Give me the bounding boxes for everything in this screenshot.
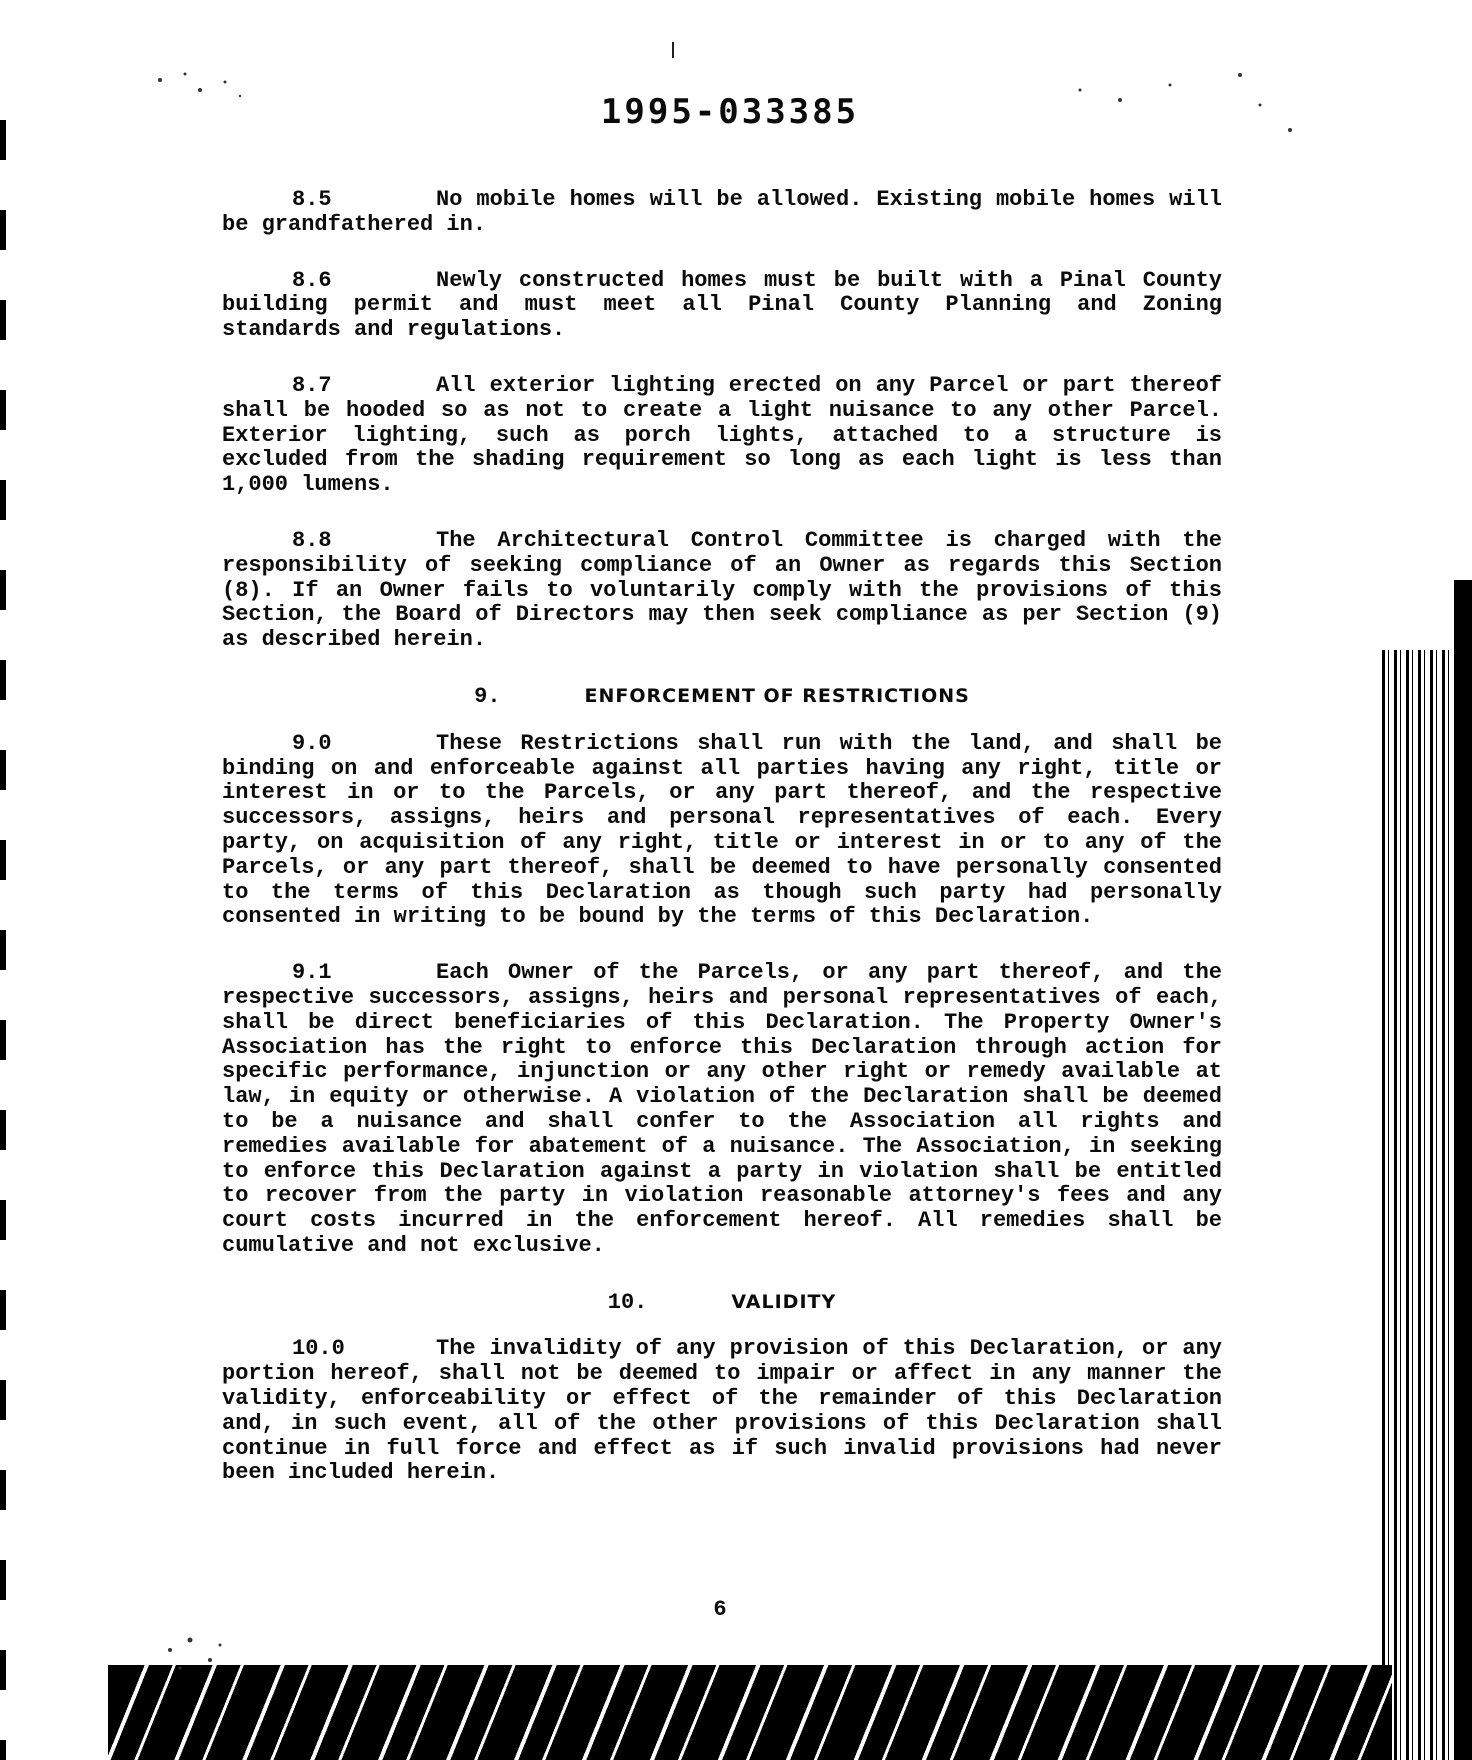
scan-streak-artifact	[1454, 580, 1472, 1760]
paragraph-8-7	[222, 374, 1222, 498]
paragraph-number: 8.7	[292, 372, 332, 398]
section-number: 9.	[474, 683, 501, 709]
paragraph-text: All exterior lighting erected on any Parcel or part thereof shall be hooded so as not to create a light nuisance to any other Parcel. Exterior lighting, such as porch lights, attached to a structure is excluded from the shading requirement so long as each light is less than 1,000 lumens.	[222, 372, 1222, 498]
paragraph-text: These Restrictions shall run with the land, and shall be binding on and enforceable against all parties having any right, title or interest in or to the Parcels, or any part thereof, and the respective successors, assigns, heirs and personal representatives of each. Every party, on acquisition of any right, title or interest in or to any of the Parcels, or any part thereof, shall be deemed to have personally consented to the terms of this Declaration as though such party had personally consented in writing to be bound by the terms of this Declaration.	[222, 730, 1222, 930]
paragraph-9-1	[222, 961, 1222, 1259]
scan-noise	[140, 1620, 250, 1680]
recording-number: 1995-033385	[600, 92, 860, 132]
paragraph-9-0	[222, 732, 1222, 930]
paragraph-8-8	[222, 529, 1222, 653]
paragraph-number: 8.8	[292, 527, 332, 553]
section-title: ENFORCEMENT OF RESTRICTIONS	[584, 684, 970, 707]
scan-noise	[1060, 60, 1320, 150]
scan-bottom-band-artifact	[108, 1665, 1392, 1760]
paragraph-10-0	[222, 1337, 1222, 1486]
document-body	[222, 188, 1222, 1517]
section-number: 10.	[607, 1289, 648, 1315]
section-10-heading	[222, 1290, 1222, 1316]
paragraph-text: The invalidity of any provision of this Declaration, or any portion hereof, shall not be deemed to impair or affect in any manner the validity, enforceability or effect of the remainder of this Declaration and, in such event, all of the other provisions of this Declaration shall continue in full force and effect as if such invalid provisions had never been included herein.	[222, 1336, 1222, 1486]
section-title: VALIDITY	[731, 1290, 837, 1313]
paragraph-number: 9.0	[292, 730, 332, 756]
scan-edge-artifact	[0, 120, 6, 1760]
paragraph-8-5	[222, 188, 1222, 238]
paragraph-text: The Architectural Control Committee is charged with the responsibility of seeking compliance of an Owner as regards this Section (8). If an Owner fails to voluntarily comply with the provisions of this Section, the Board of Directors may then seek compliance as per Section (9) as described herein.	[222, 527, 1222, 653]
paragraph-number: 10.0	[292, 1336, 345, 1362]
paragraph-8-6	[222, 269, 1222, 343]
paragraph-number: 9.1	[292, 960, 332, 986]
section-9-heading	[222, 684, 1222, 710]
scan-mark	[672, 42, 674, 58]
paragraph-number: 8.6	[292, 267, 332, 293]
paragraph-text: No mobile homes will be allowed. Existing mobile homes will be grandfathered in.	[222, 187, 1222, 237]
scan-noise	[140, 60, 260, 110]
page-number: 6	[713, 1597, 727, 1622]
paragraph-text: Each Owner of the Parcels, or any part thereof, and the respective successors, assigns, heirs and personal representatives of each, shall be direct beneficiaries of this Declaration. The Property Owner's Association has the right to enforce this Declaration through action for specific performance, injunction or any other right or remedy available at law, in equity or otherwise. A violation of the Declaration shall be deemed to be a nuisance and shall confer to the Association all rights and remedies available for abatement of a nuisance. The Association, in seeking to enforce this Declaration against a party in violation shall be entitled to recover from the party in violation reasonable attorney's fees and any court costs incurred in the enforcement hereof. All remedies shall be cumulative and not exclusive.	[222, 960, 1222, 1258]
paragraph-text: Newly constructed homes must be built with a Pinal County building permit and must meet all Pinal County Planning and Zoning standards and regulations.	[222, 267, 1222, 343]
paragraph-number: 8.5	[292, 187, 332, 212]
